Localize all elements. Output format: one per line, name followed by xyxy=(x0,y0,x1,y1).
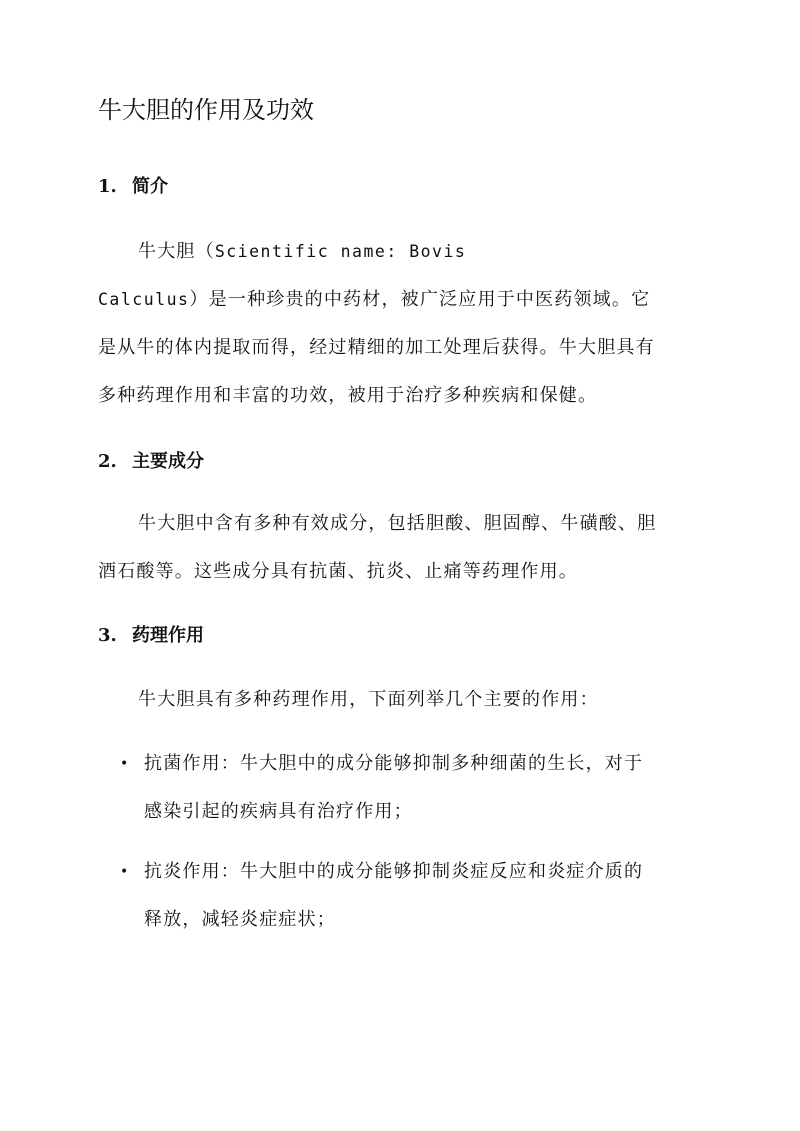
bullet-2-line-2: 释放，减轻炎症症状； xyxy=(144,909,336,930)
section-1-paragraph xyxy=(98,228,698,420)
section-2-paragraph xyxy=(98,500,698,596)
page-title: 牛大胆的作用及功效 xyxy=(98,96,314,124)
bullet-1-line-2: 感染引起的疾病具有治疗作用； xyxy=(144,801,413,822)
section-2-title: 主要成分 xyxy=(132,451,204,472)
section-3-title: 药理作用 xyxy=(132,625,204,646)
section-1-text-b: ）是一种珍贵的中药材，被广泛应用于中医药领域。它 xyxy=(189,289,651,310)
section-3-paragraph xyxy=(98,676,698,724)
list-item xyxy=(98,740,698,836)
bullet-icon: • xyxy=(120,864,130,880)
section-2-text-b: 酒石酸等。这些成分具有抗菌、抗炎、止痛等药理作用。 xyxy=(98,561,578,582)
section-3-number: 3. xyxy=(98,625,117,646)
section-1-title: 简介 xyxy=(132,176,168,197)
section-1-latin-b: Calculus xyxy=(98,290,190,309)
section-2-text-a: 牛大胆中含有多种有效成分，包括胆酸、胆固醇、牛磺酸、胆 xyxy=(138,513,657,534)
section-1-number: 1. xyxy=(98,176,117,197)
bullet-1-line-1: 抗菌作用：牛大胆中的成分能够抑制多种细菌的生长，对于 xyxy=(144,753,644,774)
section-1-text-d: 多种药理作用和丰富的功效，被用于治疗多种疾病和保健。 xyxy=(98,385,598,406)
section-1-latin-a: Scientific name: Bovis xyxy=(214,242,467,261)
section-1-heading xyxy=(98,172,168,202)
section-2-number: 2. xyxy=(98,451,117,472)
bullet-2-line-1: 抗炎作用：牛大胆中的成分能够抑制炎症反应和炎症介质的 xyxy=(144,861,644,882)
section-1-text-c: 是从牛的体内提取而得，经过精细的加工处理后获得。牛大胆具有 xyxy=(98,337,655,358)
list-item xyxy=(98,848,698,944)
section-1-text-a: 牛大胆（ xyxy=(138,241,215,262)
pharmacology-list xyxy=(98,740,698,956)
section-3-heading xyxy=(98,621,204,651)
section-3-text-a: 牛大胆具有多种药理作用，下面列举几个主要的作用： xyxy=(138,689,599,710)
bullet-icon: • xyxy=(120,756,130,772)
section-2-heading xyxy=(98,447,204,477)
